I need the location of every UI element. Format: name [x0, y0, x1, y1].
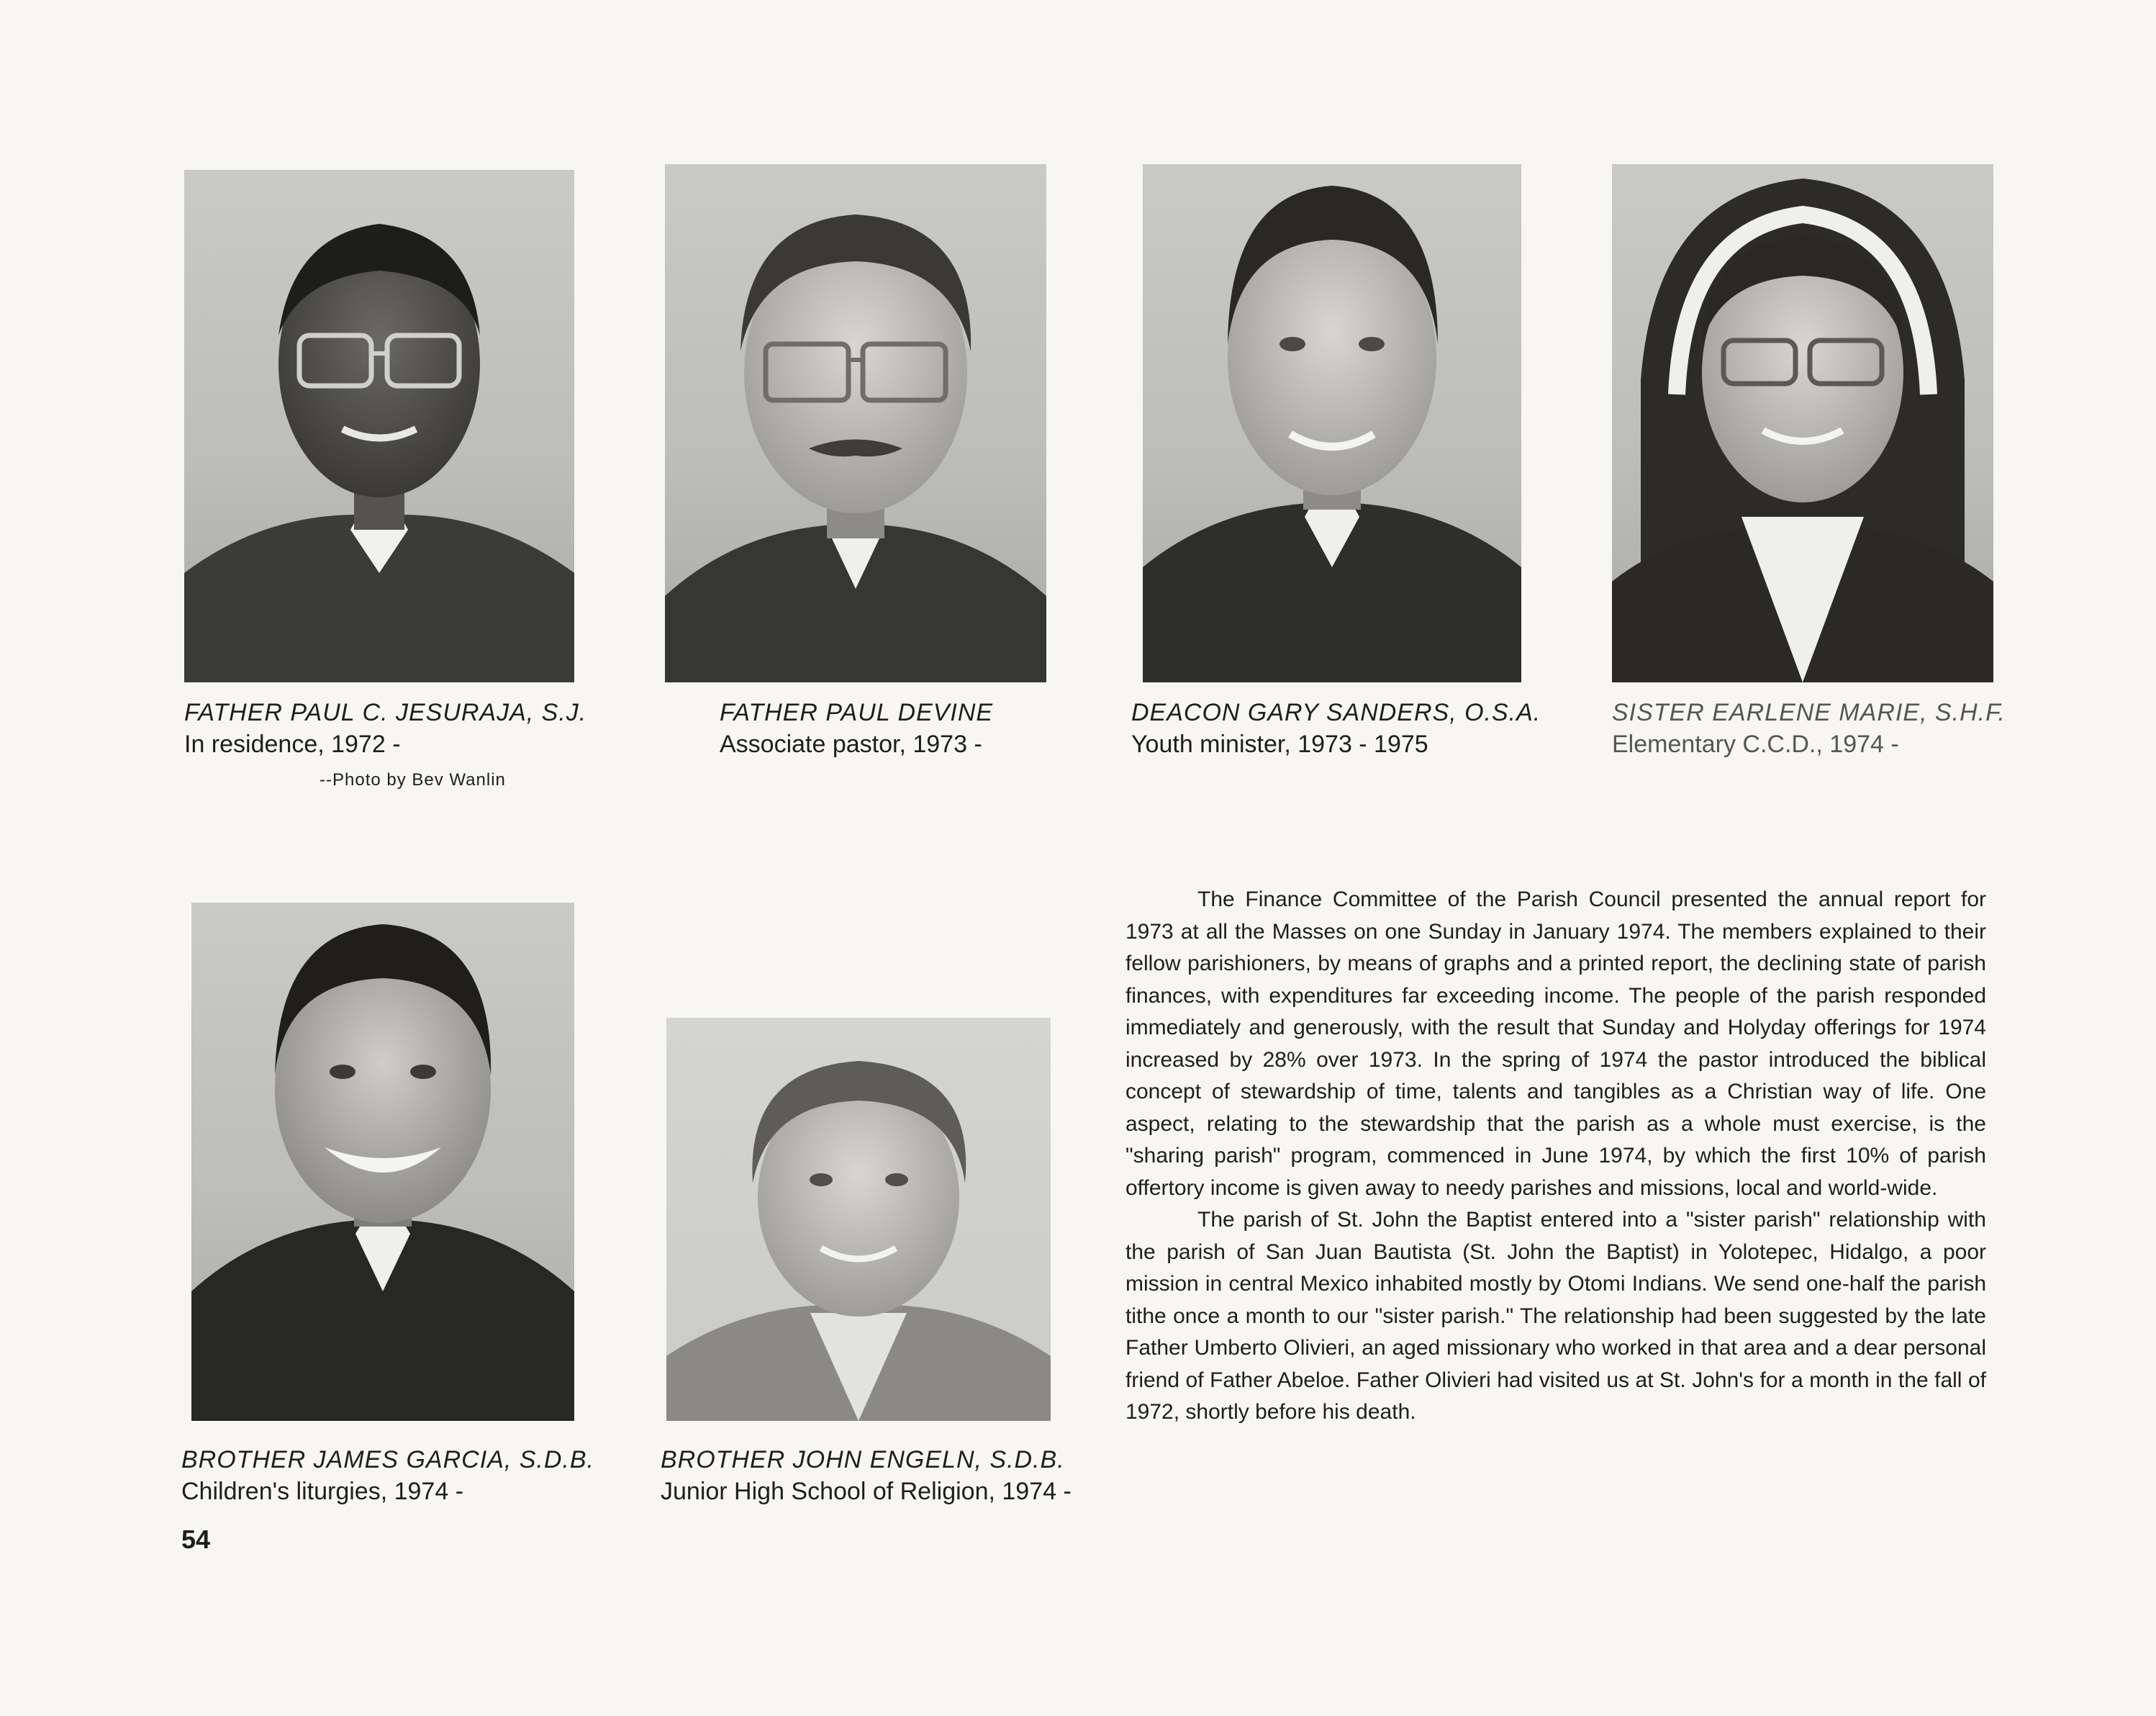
portrait-photo-garcia — [191, 903, 574, 1421]
caption-name: FATHER PAUL DEVINE — [720, 699, 994, 726]
article-paragraph: The parish of St. John the Baptist entered into a "sister parish" relationship with the parish of San Juan Bautista (St. John the Baptist) in Yolotepec, Hidalgo, a poor mission in central Mexico inhabited mostly by Otomi Indians. We send one-half the parish tithe once a month to our "sister parish." The relationship had been suggested by the late Father Umberto Olivieri, an aged missionary who worked in that area and a dear personal friend of Father Abeloe. Father Olivieri had visited us at St. John's for a month in the fall of 1972, shortly before his death. — [1125, 1208, 1986, 1424]
caption-name: DEACON GARY SANDERS, O.S.A. — [1131, 699, 1541, 726]
portrait-photo-devine — [665, 164, 1046, 682]
portrait-photo-earlene-marie — [1612, 164, 1993, 682]
caption-role: Elementary C.C.D., 1974 - — [1612, 731, 1899, 758]
caption-devine — [720, 697, 993, 760]
caption-earlene-marie — [1612, 697, 2006, 760]
portrait-photo-jesuraja — [184, 170, 574, 682]
caption-name: BROTHER JOHN ENGELN, S.D.B. — [661, 1446, 1065, 1473]
page-number: 54 — [181, 1525, 211, 1554]
caption-engeln — [661, 1444, 1072, 1507]
article-paragraph: The Finance Committee of the Parish Council presented the annual report for 1973 at all the Masses on one Sunday in January 1974. The members explained to their fellow parishioners, by means of graphs and a printed report, the declining state of parish finances, with expenditures far exceeding income. The people of the parish responded immediately and generously, with the result that Sunday and Holyday offerings for 1974 increased by 28% over 1973. In the spring of 1974 the pastor introduced the biblical concept of stewardship of time, talents and tangibles as a Christian way of life. One aspect, relating to the stewardship that the parish as a whole must exercise, is the "sharing parish" program, commenced in June 1974, by which the first 10% of parish offertory income is given away to needy parishes and missions, local and world-wide. — [1125, 888, 1986, 1200]
portrait-photo-engeln — [666, 1018, 1051, 1421]
caption-jesuraja — [184, 697, 586, 760]
caption-name: SISTER EARLENE MARIE, S.H.F. — [1612, 699, 2006, 726]
caption-role: Junior High School of Religion, 1974 - — [661, 1478, 1072, 1505]
caption-role: Associate pastor, 1973 - — [720, 731, 982, 758]
portrait-photo-sanders — [1143, 164, 1521, 682]
caption-role: Youth minister, 1973 - 1975 — [1131, 731, 1428, 758]
caption-garcia — [181, 1444, 594, 1507]
caption-role: In residence, 1972 - — [184, 731, 401, 758]
caption-name: BROTHER JAMES GARCIA, S.D.B. — [181, 1446, 594, 1473]
photo-credit: --Photo by Bev Wanlin — [320, 770, 506, 790]
caption-role: Children's liturgies, 1974 - — [181, 1478, 464, 1505]
caption-name: FATHER PAUL C. JESURAJA, S.J. — [184, 699, 587, 726]
caption-sanders — [1131, 697, 1541, 760]
article-text — [1125, 884, 1986, 1429]
